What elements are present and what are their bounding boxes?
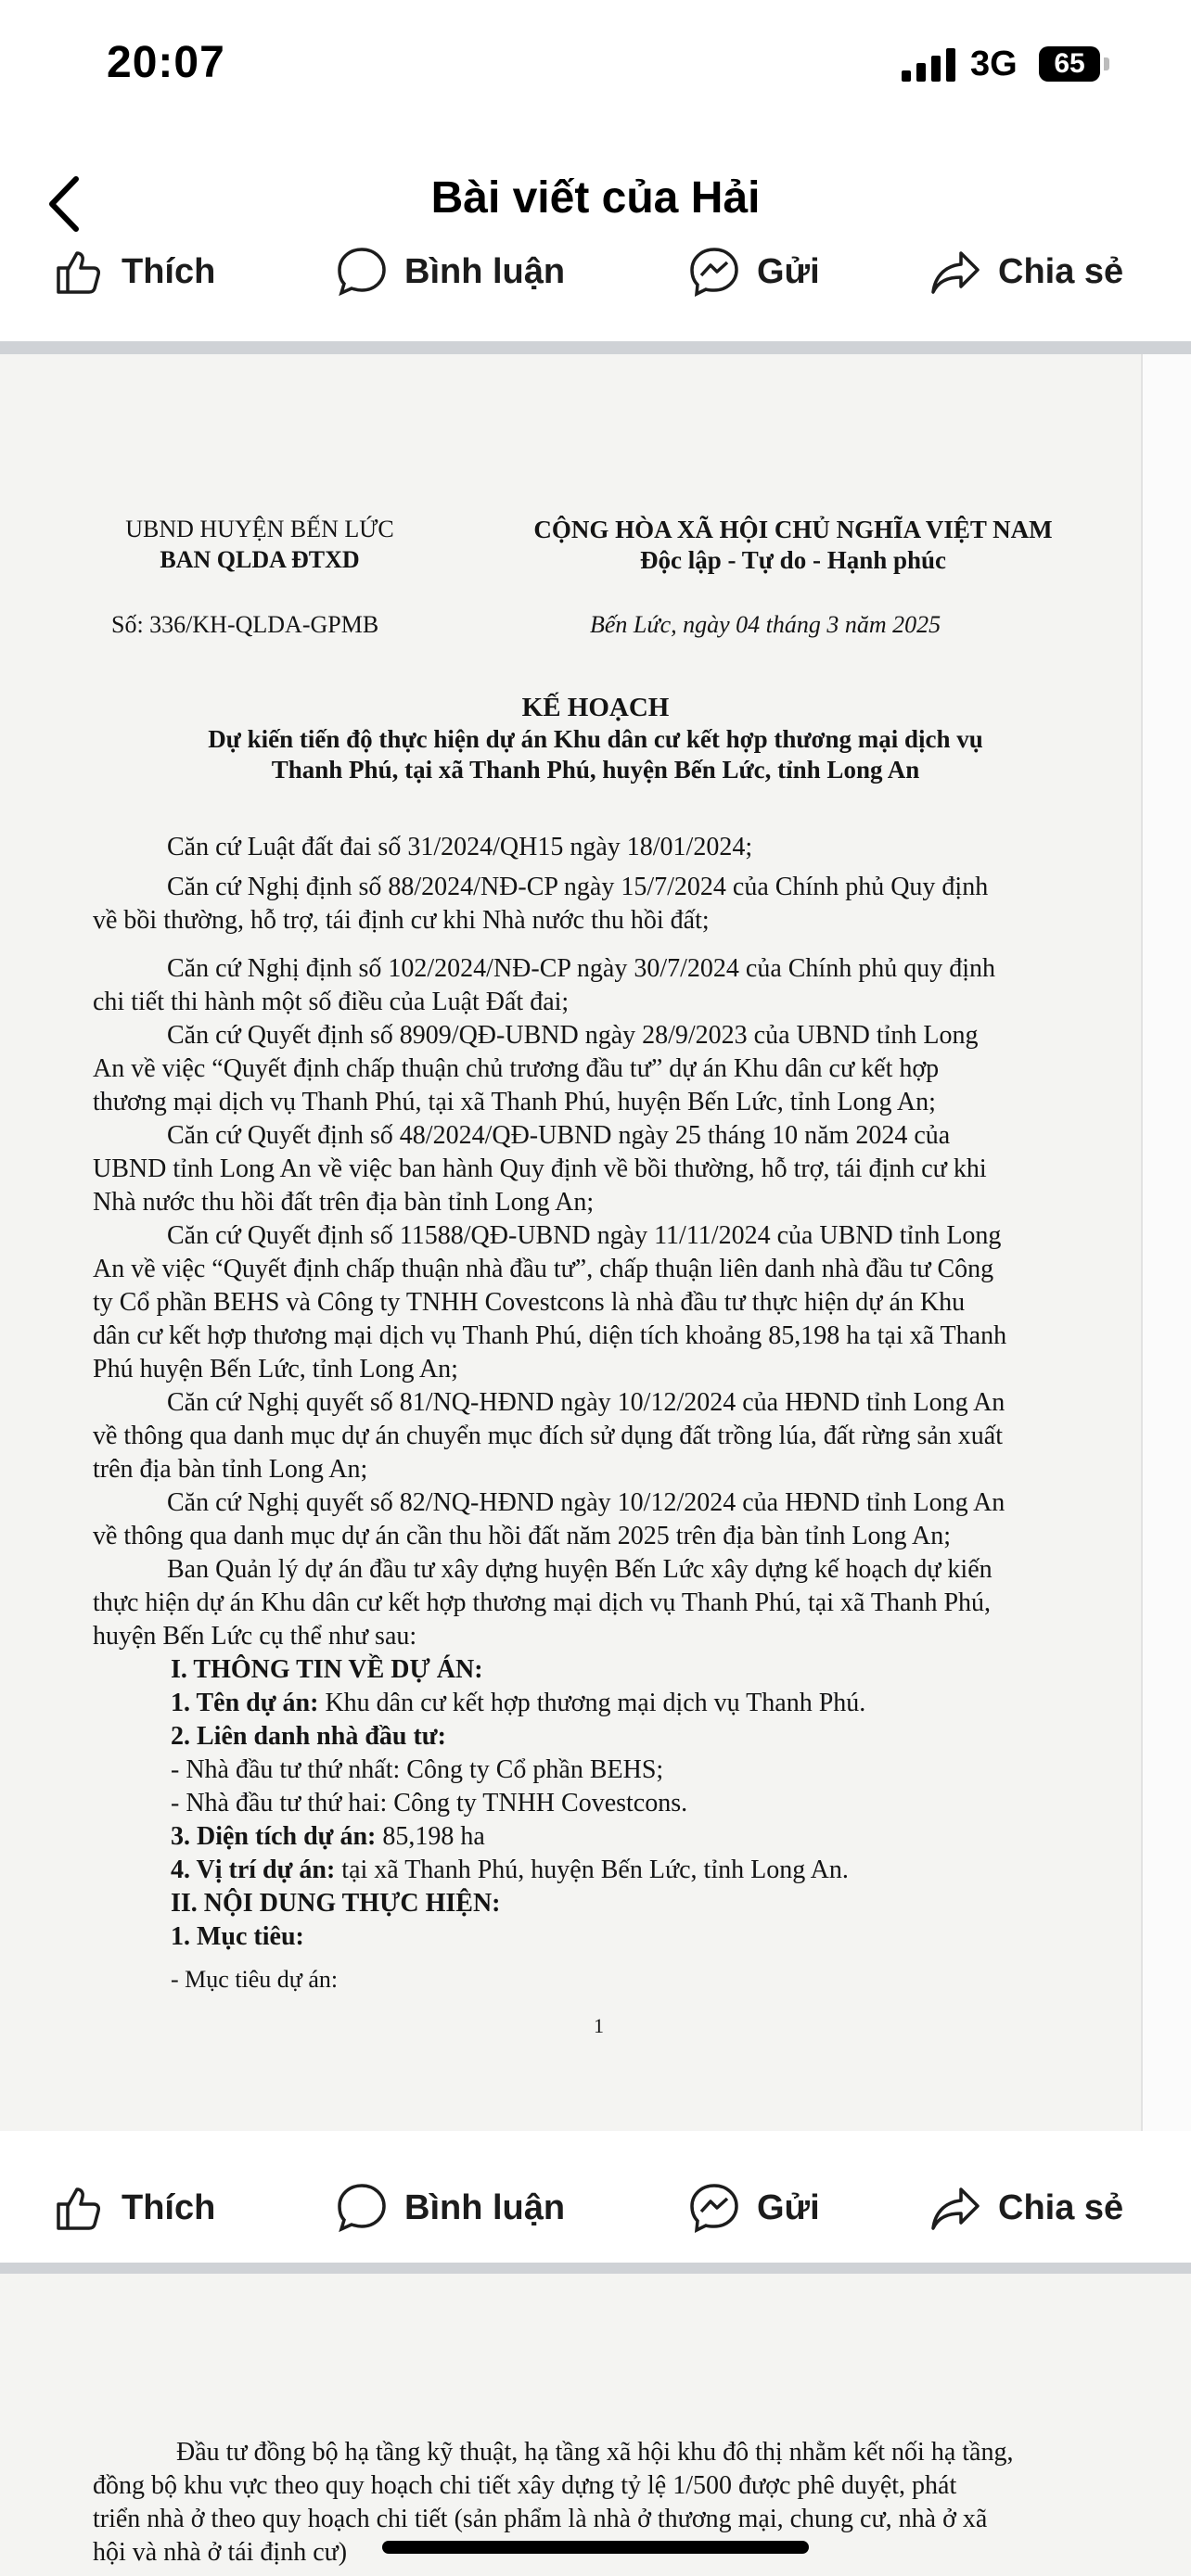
section-heading: I. THÔNG TIN VỀ DỰ ÁN: [171, 1655, 483, 1684]
area-value: 85,198 ha [376, 1822, 485, 1851]
body-line: huyện Bến Lức cụ thể như sau: [93, 1622, 417, 1651]
investor-line: - Nhà đầu tư thứ nhất: Công ty Cổ phần BEHS; [171, 1755, 664, 1784]
body-line: Ban Quản lý dự án đầu tư xây dựng huyện Bến Lức xây dựng kế hoạch dự kiến [167, 1555, 992, 1584]
document-date: Bến Lức, ngày 04 tháng 3 năm 2025 [590, 611, 941, 638]
goal-heading: 1. Mục tiêu: [171, 1922, 304, 1951]
body-line: chi tiết thi hành một số điều của Luật Đất đai; [93, 988, 570, 1016]
share-button[interactable] [928, 243, 1123, 308]
page-number: 1 [594, 2014, 604, 2037]
body-line: thực hiện dự án Khu dân cư kết hợp thương mại dịch vụ Thanh Phú, tại xã Thanh Phú, [93, 1588, 992, 1617]
signal-icon [902, 48, 957, 82]
body-line: trên địa bàn tỉnh Long An; [93, 1455, 368, 1484]
location-value: tại xã Thanh Phú, huyện Bến Lức, tỉnh Long An. [335, 1855, 849, 1884]
share-icon [928, 244, 983, 300]
comment-button[interactable] [334, 2166, 565, 2250]
feed-separator [0, 341, 1191, 354]
body-line: dân cư kết hợp thương mại dịch vụ Thanh Phú, diện tích khoảng 85,198 ha tại xã Thanh [93, 1321, 1007, 1350]
feed-separator [0, 2263, 1191, 2274]
document-image-page-1[interactable] [0, 354, 1191, 2131]
body-line: Căn cứ Quyết định số 8909/QĐ-UBND ngày 28/9/2023 của UBND tỉnh Long [167, 1021, 979, 1050]
body-line: UBND tỉnh Long An về việc ban hành Quy định về bồi thường, hỗ trợ, tái định cư khi [93, 1154, 987, 1183]
comment-label: Bình luận [404, 2187, 566, 2227]
body-line: Phú huyện Bến Lức, tỉnh Long An; [93, 1355, 458, 1384]
thumbs-up-icon [51, 244, 107, 300]
share-label: Chia sẻ [998, 2187, 1124, 2227]
body-line: Căn cứ Nghị quyết số 82/NQ-HĐND ngày 10/12/2024 của HĐND tỉnh Long An [167, 1488, 1005, 1517]
page-edge [1141, 354, 1191, 2131]
body-line: Căn cứ Nghị định số 102/2024/NĐ-CP ngày 30/7/2024 của Chính phủ quy định [167, 954, 995, 983]
project-name-label: 1. Tên dự án: [171, 1689, 319, 1717]
action-bar-top [0, 243, 1191, 308]
thumbs-up-icon [51, 2180, 107, 2236]
body-line: Căn cứ Nghị định số 88/2024/NĐ-CP ngày 15/7/2024 của Chính phủ Quy định [167, 873, 989, 901]
location-label: 4. Vị trí dự án: [171, 1855, 336, 1884]
goal-sub: - Mục tiêu dự án: [171, 1966, 339, 1993]
send-button[interactable] [686, 243, 820, 308]
issuer-line-2: BAN QLDA ĐTXD [160, 546, 360, 573]
body-line: đồng bộ khu vực theo quy hoạch chi tiết xây dựng tỷ lệ 1/500 được phê duyệt, phát [93, 2471, 957, 2500]
send-label: Gửi [757, 251, 820, 291]
investor-heading: 2. Liên danh nhà đầu tư: [171, 1722, 446, 1751]
section-heading: II. NỘI DUNG THỰC HIỆN: [171, 1889, 501, 1918]
area-line [171, 1821, 485, 1853]
messenger-icon [686, 244, 742, 300]
body-line: An về việc “Quyết định chấp thuận nhà đầu tư”, chấp thuận liên danh nhà đầu tư Công [93, 1255, 994, 1283]
project-name-value: Khu dân cư kết hợp thương mại dịch vụ Thanh Phú. [318, 1689, 866, 1717]
plan-subtitle-2: Thanh Phú, tại xã Thanh Phú, huyện Bến Lức, tỉnh Long An [271, 756, 920, 784]
body-line: Đầu tư đồng bộ hạ tầng kỹ thuật, hạ tầng xã hội khu đô thị nhằm kết nối hạ tầng, [176, 2438, 1014, 2467]
body-line: Căn cứ Luật đất đai số 31/2024/QH15 ngày 18/01/2024; [167, 833, 753, 861]
home-indicator[interactable] [382, 2541, 809, 2554]
like-label: Thích [122, 251, 216, 291]
share-icon [928, 2180, 983, 2236]
body-line: về thông qua danh mục dự án chuyển mục đích sử dụng đất trồng lúa, đất rừng sản xuất [93, 1422, 1003, 1450]
body-line: về thông qua danh mục dự án cần thu hồi đất năm 2025 trên địa bàn tỉnh Long An; [93, 1522, 951, 1550]
body-line: hội và nhà ở tái định cư) [93, 2538, 348, 2567]
project-name-line [171, 1688, 865, 1719]
body-line: Căn cứ Quyết định số 48/2024/QĐ-UBND ngày 25 tháng 10 năm 2024 của [167, 1121, 951, 1150]
body-line: Nhà nước thu hồi đất trên địa bàn tỉnh Long An; [93, 1188, 595, 1217]
body-line: triển nhà ở theo quy hoạch chi tiết (sản phẩm là nhà ở thương mại, chung cư, nhà ở xã [93, 2505, 988, 2533]
comment-label: Bình luận [404, 251, 566, 291]
network-type: 3G [970, 45, 1018, 83]
battery-tip [1104, 57, 1109, 70]
body-line: Căn cứ Quyết định số 11588/QĐ-UBND ngày 11/11/2024 của UBND tỉnh Long [167, 1221, 1002, 1250]
area-label: 3. Diện tích dự án: [171, 1822, 377, 1851]
like-button[interactable] [51, 243, 215, 308]
messenger-icon [686, 2180, 742, 2236]
national-motto: Độc lập - Tự do - Hạnh phúc [639, 546, 947, 574]
national-title: CỘNG HÒA XÃ HỘI CHỦ NGHĨA VIỆT NAM [533, 516, 1053, 543]
comment-icon [334, 244, 390, 300]
share-label: Chia sẻ [998, 251, 1124, 291]
document-image-page-2[interactable] [0, 2274, 1191, 2576]
action-bar [0, 2166, 1191, 2250]
plan-title: KẾ HOẠCH [521, 693, 670, 722]
body-line: về bồi thường, hỗ trợ, tái định cư khi Nhà nước thu hồi đất; [93, 906, 710, 935]
like-button[interactable] [51, 2166, 215, 2250]
send-button[interactable] [686, 2166, 820, 2250]
share-button[interactable] [928, 2166, 1123, 2250]
investor-line: - Nhà đầu tư thứ hai: Công ty TNHH Covestcons. [171, 1789, 688, 1817]
body-line: thương mại dịch vụ Thanh Phú, tại xã Thanh Phú, huyện Bến Lức, tỉnh Long An; [93, 1088, 936, 1116]
issuer-line-1: UBND HUYỆN BẾN LỨC [125, 516, 394, 542]
page-title: Bài viết của Hải [430, 173, 761, 223]
comment-button[interactable] [334, 243, 565, 308]
body-line: Căn cứ Nghị quyết số 81/NQ-HĐND ngày 10/12/2024 của HĐND tỉnh Long An [167, 1388, 1005, 1417]
body-line: An về việc “Quyết định chấp thuận chủ trương đầu tư” dự án Khu dân cư kết hợp [93, 1054, 940, 1083]
battery-icon: 65 [1039, 46, 1100, 82]
body-line: ty Cổ phần BEHS và Công ty TNHH Covestcons là nhà đầu tư thực hiện dự án Khu [93, 1288, 966, 1317]
location-line [171, 1855, 849, 1886]
like-label: Thích [122, 2187, 216, 2227]
plan-subtitle-1: Dự kiến tiến độ thực hiện dự án Khu dân cư kết hợp thương mại dịch vụ [208, 725, 983, 753]
send-label: Gửi [757, 2187, 820, 2227]
document-number: Số: 336/KH-QLDA-GPMB [111, 611, 379, 638]
comment-icon [334, 2180, 390, 2236]
status-time: 20:07 [107, 38, 225, 87]
